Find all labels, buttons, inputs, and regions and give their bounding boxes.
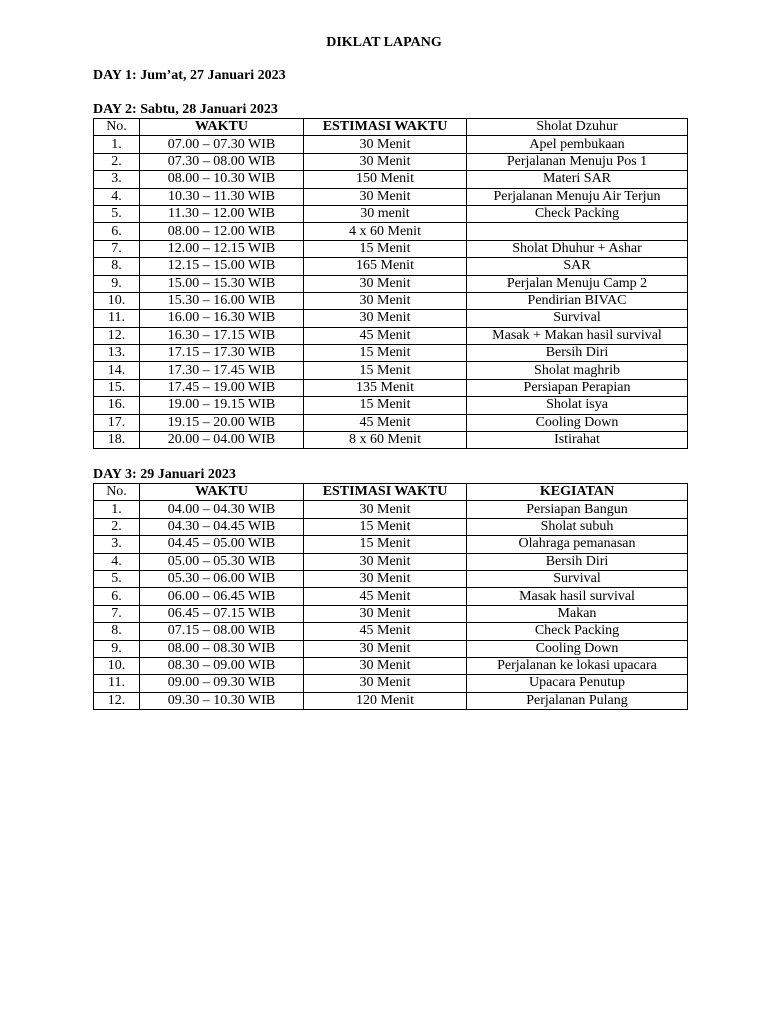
cell-no: 2. [94, 153, 140, 170]
cell-no: 5. [94, 205, 140, 222]
cell-no: 11. [94, 675, 140, 692]
cell-kegiatan [467, 223, 688, 240]
cell-kegiatan: Sholat maghrib [467, 362, 688, 379]
cell-kegiatan: Perjalanan Menuju Pos 1 [467, 153, 688, 170]
header-estimasi-waktu: ESTIMASI WAKTU [304, 484, 467, 501]
cell-estimasi-waktu: 30 Menit [304, 310, 467, 327]
cell-no: 10. [94, 657, 140, 674]
cell-estimasi-waktu: 45 Menit [304, 327, 467, 344]
cell-kegiatan: Olahraga pemanasan [467, 536, 688, 553]
cell-no: 4. [94, 553, 140, 570]
day2-heading: DAY 2: Sabtu, 28 Januari 2023 [93, 102, 278, 117]
cell-no: 12. [94, 692, 140, 709]
cell-no: 7. [94, 605, 140, 622]
cell-waktu: 16.00 – 16.30 WIB [140, 310, 304, 327]
table-row [94, 518, 688, 535]
cell-kegiatan: Sholat Dhuhur + Ashar [467, 240, 688, 257]
cell-kegiatan: Sholat isya [467, 397, 688, 414]
cell-no: 9. [94, 640, 140, 657]
cell-waktu: 08.00 – 08.30 WIB [140, 640, 304, 657]
cell-waktu: 09.30 – 10.30 WIB [140, 692, 304, 709]
cell-estimasi-waktu: 30 Menit [304, 570, 467, 587]
cell-no: 17. [94, 414, 140, 431]
cell-no: 1. [94, 501, 140, 518]
table-row [94, 327, 688, 344]
cell-waktu: 15.30 – 16.00 WIB [140, 292, 304, 309]
cell-estimasi-waktu: 4 x 60 Menit [304, 223, 467, 240]
cell-no: 12. [94, 327, 140, 344]
header-no: No. [94, 119, 140, 136]
cell-no: 2. [94, 518, 140, 535]
table-row [94, 171, 688, 188]
table-row [94, 362, 688, 379]
cell-waktu: 11.30 – 12.00 WIB [140, 205, 304, 222]
table-row [94, 136, 688, 153]
cell-kegiatan: Check Packing [467, 205, 688, 222]
table-row [94, 223, 688, 240]
table-row [94, 692, 688, 709]
cell-waktu: 08.30 – 09.00 WIB [140, 657, 304, 674]
cell-estimasi-waktu: 15 Menit [304, 397, 467, 414]
cell-kegiatan: Perjalan Menuju Camp 2 [467, 275, 688, 292]
cell-no: 8. [94, 258, 140, 275]
cell-estimasi-waktu: 45 Menit [304, 588, 467, 605]
cell-no: 11. [94, 310, 140, 327]
cell-kegiatan: Bersih Diri [467, 345, 688, 362]
cell-estimasi-waktu: 30 menit [304, 205, 467, 222]
table-row [94, 379, 688, 396]
header-no: No. [94, 484, 140, 501]
cell-waktu: 09.00 – 09.30 WIB [140, 675, 304, 692]
table-row [94, 414, 688, 431]
cell-waktu: 05.00 – 05.30 WIB [140, 553, 304, 570]
header-waktu: WAKTU [140, 119, 304, 136]
cell-waktu: 07.00 – 07.30 WIB [140, 136, 304, 153]
cell-estimasi-waktu: 45 Menit [304, 623, 467, 640]
cell-kegiatan: Cooling Down [467, 640, 688, 657]
cell-kegiatan: Pendirian BIVAC [467, 292, 688, 309]
cell-kegiatan: Upacara Penutup [467, 675, 688, 692]
cell-no: 7. [94, 240, 140, 257]
cell-no: 8. [94, 623, 140, 640]
cell-waktu: 06.00 – 06.45 WIB [140, 588, 304, 605]
cell-estimasi-waktu: 30 Menit [304, 605, 467, 622]
cell-kegiatan: Makan [467, 605, 688, 622]
table-header-row [94, 484, 688, 501]
header-waktu: WAKTU [140, 484, 304, 501]
cell-estimasi-waktu: 30 Menit [304, 501, 467, 518]
cell-estimasi-waktu: 15 Menit [304, 362, 467, 379]
cell-no: 5. [94, 570, 140, 587]
table-row [94, 345, 688, 362]
cell-waktu: 06.45 – 07.15 WIB [140, 605, 304, 622]
table-row [94, 588, 688, 605]
cell-waktu: 15.00 – 15.30 WIB [140, 275, 304, 292]
cell-waktu: 04.30 – 04.45 WIB [140, 518, 304, 535]
header-estimasi-waktu: ESTIMASI WAKTU [304, 119, 467, 136]
cell-kegiatan: SAR [467, 258, 688, 275]
cell-waktu: 04.45 – 05.00 WIB [140, 536, 304, 553]
table-row [94, 397, 688, 414]
cell-kegiatan: Apel pembukaan [467, 136, 688, 153]
header-kegiatan: KEGIATAN [467, 484, 688, 501]
cell-waktu: 05.30 – 06.00 WIB [140, 570, 304, 587]
cell-estimasi-waktu: 15 Menit [304, 518, 467, 535]
cell-estimasi-waktu: 30 Menit [304, 188, 467, 205]
cell-kegiatan: Perjalanan Pulang [467, 692, 688, 709]
cell-estimasi-waktu: 15 Menit [304, 536, 467, 553]
table-row [94, 310, 688, 327]
table-row [94, 640, 688, 657]
cell-no: 6. [94, 223, 140, 240]
cell-estimasi-waktu: 30 Menit [304, 136, 467, 153]
cell-estimasi-waktu: 15 Menit [304, 240, 467, 257]
table-row [94, 675, 688, 692]
cell-waktu: 19.00 – 19.15 WIB [140, 397, 304, 414]
header-kegiatan: Sholat Dzuhur [467, 119, 688, 136]
cell-no: 16. [94, 397, 140, 414]
cell-waktu: 16.30 – 17.15 WIB [140, 327, 304, 344]
cell-waktu: 12.15 – 15.00 WIB [140, 258, 304, 275]
cell-no: 15. [94, 379, 140, 396]
cell-estimasi-waktu: 165 Menit [304, 258, 467, 275]
cell-estimasi-waktu: 30 Menit [304, 292, 467, 309]
cell-waktu: 07.30 – 08.00 WIB [140, 153, 304, 170]
cell-estimasi-waktu: 30 Menit [304, 675, 467, 692]
cell-no: 6. [94, 588, 140, 605]
table-row [94, 292, 688, 309]
table-header-row [94, 119, 688, 136]
cell-kegiatan: Check Packing [467, 623, 688, 640]
table-row [94, 258, 688, 275]
cell-kegiatan: Survival [467, 310, 688, 327]
cell-kegiatan: Persiapan Perapian [467, 379, 688, 396]
cell-kegiatan: Perjalanan Menuju Air Terjun [467, 188, 688, 205]
cell-no: 9. [94, 275, 140, 292]
table-row [94, 553, 688, 570]
cell-waktu: 07.15 – 08.00 WIB [140, 623, 304, 640]
cell-no: 18. [94, 432, 140, 449]
cell-waktu: 17.45 – 19.00 WIB [140, 379, 304, 396]
cell-no: 1. [94, 136, 140, 153]
cell-waktu: 04.00 – 04.30 WIB [140, 501, 304, 518]
cell-kegiatan: Bersih Diri [467, 553, 688, 570]
cell-estimasi-waktu: 15 Menit [304, 345, 467, 362]
cell-kegiatan: Persiapan Bangun [467, 501, 688, 518]
table-row [94, 432, 688, 449]
table-row [94, 657, 688, 674]
document-title: DIKLAT LAPANG [326, 35, 442, 50]
cell-waktu: 17.30 – 17.45 WIB [140, 362, 304, 379]
table-row [94, 188, 688, 205]
day3-heading: DAY 3: 29 Januari 2023 [93, 467, 236, 482]
cell-kegiatan: Istirahat [467, 432, 688, 449]
cell-kegiatan: Sholat subuh [467, 518, 688, 535]
cell-estimasi-waktu: 30 Menit [304, 275, 467, 292]
cell-waktu: 08.00 – 12.00 WIB [140, 223, 304, 240]
table-row [94, 240, 688, 257]
cell-estimasi-waktu: 135 Menit [304, 379, 467, 396]
table-row [94, 623, 688, 640]
cell-estimasi-waktu: 30 Menit [304, 553, 467, 570]
table-row [94, 153, 688, 170]
cell-no: 3. [94, 171, 140, 188]
table-row [94, 605, 688, 622]
cell-estimasi-waktu: 120 Menit [304, 692, 467, 709]
day2-schedule-table [93, 118, 688, 449]
table-row [94, 205, 688, 222]
cell-waktu: 12.00 – 12.15 WIB [140, 240, 304, 257]
cell-waktu: 20.00 – 04.00 WIB [140, 432, 304, 449]
table-row [94, 501, 688, 518]
cell-estimasi-waktu: 30 Menit [304, 153, 467, 170]
day1-heading: DAY 1: Jum’at, 27 Januari 2023 [93, 68, 286, 83]
cell-kegiatan: Perjalanan ke lokasi upacara [467, 657, 688, 674]
cell-estimasi-waktu: 8 x 60 Menit [304, 432, 467, 449]
table-row [94, 570, 688, 587]
cell-kegiatan: Materi SAR [467, 171, 688, 188]
cell-no: 10. [94, 292, 140, 309]
cell-no: 14. [94, 362, 140, 379]
cell-estimasi-waktu: 150 Menit [304, 171, 467, 188]
cell-waktu: 17.15 – 17.30 WIB [140, 345, 304, 362]
cell-estimasi-waktu: 45 Menit [304, 414, 467, 431]
cell-kegiatan: Cooling Down [467, 414, 688, 431]
cell-no: 4. [94, 188, 140, 205]
cell-kegiatan: Masak + Makan hasil survival [467, 327, 688, 344]
cell-kegiatan: Survival [467, 570, 688, 587]
day3-schedule-table [93, 483, 688, 710]
cell-waktu: 10.30 – 11.30 WIB [140, 188, 304, 205]
cell-waktu: 08.00 – 10.30 WIB [140, 171, 304, 188]
cell-no: 13. [94, 345, 140, 362]
cell-waktu: 19.15 – 20.00 WIB [140, 414, 304, 431]
table-row [94, 275, 688, 292]
cell-estimasi-waktu: 30 Menit [304, 657, 467, 674]
cell-estimasi-waktu: 30 Menit [304, 640, 467, 657]
cell-kegiatan: Masak hasil survival [467, 588, 688, 605]
table-row [94, 536, 688, 553]
cell-no: 3. [94, 536, 140, 553]
